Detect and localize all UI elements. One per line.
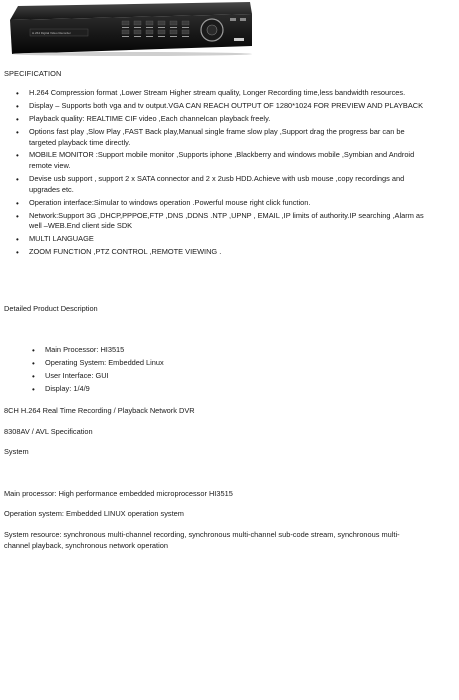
dvr-product-image — [4, 0, 256, 56]
list-item: • Playback quality: REALTIME CIF video ,Each channelcan playback freely. — [29, 114, 429, 125]
list-item: • MULTI LANGUAGE — [29, 234, 429, 245]
specification-heading: SPECIFICATION — [4, 69, 62, 78]
list-item: • ZOOM FUNCTION ,PTZ CONTROL ,REMOTE VIEWING . — [29, 247, 429, 258]
model-spec-line: 8308AV / AVL Specification — [4, 427, 93, 436]
main-processor-line: Main processor: High performance embedded microprocessor HI3515 — [4, 489, 233, 498]
list-item: • User Interface: GUI — [45, 371, 164, 382]
list-item: • Operating System: Embedded Linux — [45, 358, 164, 369]
list-item: • Devise usb support , support 2 x SATA connector and 2 x 2usb HDD.Achieve with usb mouse ,copy recordings and upgrades etc. — [29, 174, 429, 195]
system-resource-paragraph: System resource: synchronous multi-channel recording, synchronous multi-channel sub-code stream, synchronous multi-channel playback, synchronous network operation — [4, 530, 400, 550]
list-item: • Network:Support 3G ,DHCP,PPPOE,FTP ,DNS ,DDNS .NTP ,UPNP , EMAIL ,IP limits of authority.IP searching ,Alarm as well –WEB.End client side SDK — [29, 211, 429, 232]
list-item: • Operation interface:Simular to windows operation .Powerful mouse right click function. — [29, 198, 429, 209]
specification-list — [29, 88, 429, 260]
dvr-front-label: H.264 Digital Video Recorder — [32, 31, 71, 35]
detail-list — [45, 345, 164, 397]
detailed-description-heading: Detailed Product Description — [4, 304, 98, 313]
operation-system-line: Operation system: Embedded LINUX operation system — [4, 509, 184, 518]
list-item: • H.264 Compression format ,Lower Stream Higher stream quality, Longer Recording time,less bandwidth resources. — [29, 88, 429, 99]
list-item: • Display: 1/4/9 — [45, 384, 164, 395]
list-item: • Options fast play ,Slow Play ,FAST Back play,Manual single frame slow play ,Support drag the progress bar can be targeted playback time directly. — [29, 127, 429, 148]
list-item: • Display – Supports both vga and tv output.VGA CAN REACH OUTPUT OF 1280*1024 FOR PREVIEW AND PLAYBACK — [29, 101, 429, 112]
list-item: • MOBILE MONITOR :Support mobile monitor ,Supports iphone ,Blackberry and windows mobile ,Symbian and Android remote view. — [29, 150, 429, 171]
system-heading: System — [4, 447, 29, 456]
list-item: • Main Processor: HI3515 — [45, 345, 164, 356]
product-title-line: 8CH H.264 Real Time Recording / Playback Network DVR — [4, 406, 195, 415]
